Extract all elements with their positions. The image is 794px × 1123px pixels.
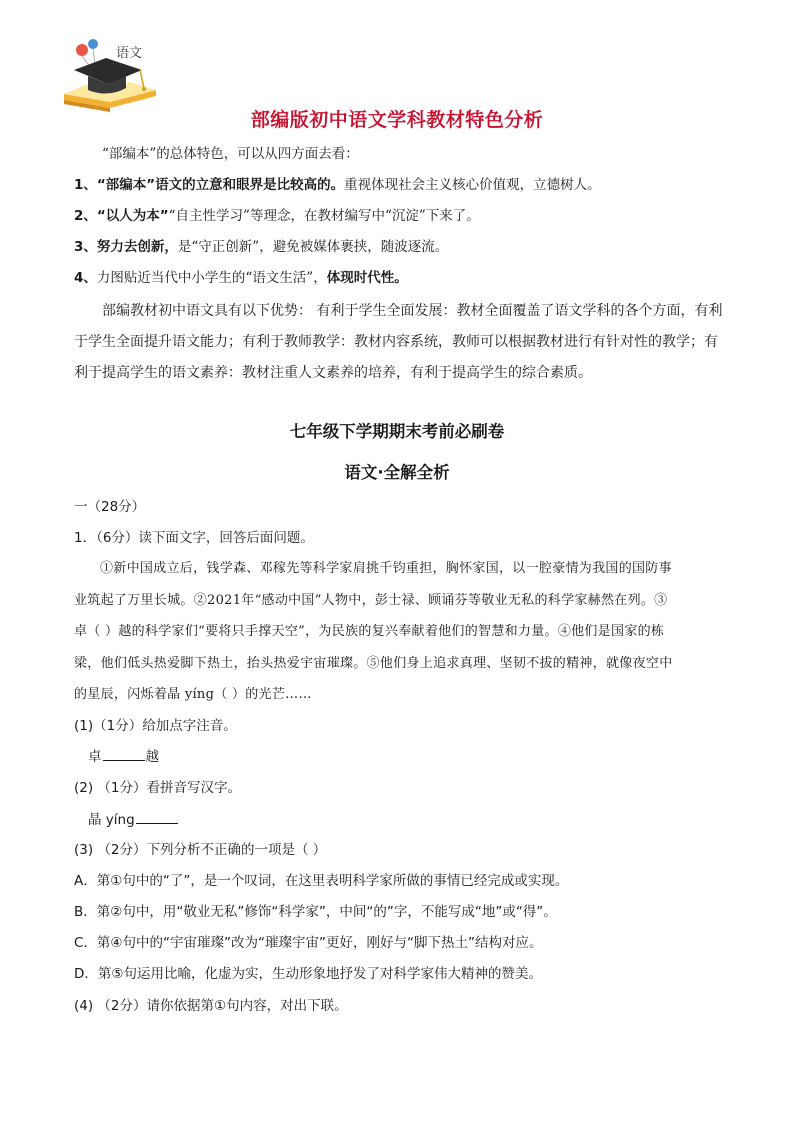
point-1 (74, 175, 601, 195)
sub-question-3: (3) （2分）下列分析不正确的一项是（ ） (74, 842, 327, 858)
point-text: “自主性学习”等理念，在教材编写中“沉淀”下来了。 (168, 208, 480, 224)
exam-title: 七年级下学期期末考前必刷卷 (289, 422, 505, 441)
page-title: 部编版初中语文学科教材特色分析 (250, 109, 544, 131)
point-text: 是“守正创新”，避免被媒体裹挟，随波逐流。 (177, 239, 449, 255)
answer-suffix: 越 (145, 749, 159, 765)
option-a: A．第①句中的“了”，是一个叹词，在这里表明科学家所做的事情已经完成或实现。 (74, 873, 569, 889)
sub-question-2: (2) （1分）看拼音写汉字。 (74, 780, 242, 796)
logo-text: 语文 (116, 46, 143, 61)
option-c: C．第④句中的“宇宙璀璨”改为“璀璨宇宙”更好，刚好与“脚下热土”结构对应。 (74, 935, 543, 951)
intro-line: “部编本”的总体特色，可以从四方面去看： (102, 146, 359, 162)
sub-question-1: (1)（1分）给加点字注音。 (74, 718, 237, 734)
sub-question-2-answer (88, 809, 179, 830)
point-text: 力图贴近当代中小学生的“语文生活”， (96, 270, 327, 286)
point-bold: “以人为本” (96, 208, 169, 224)
advantages-paragraph: 部编教材初中语文具有以下优势： 有利于学生全面发展：教材全面覆盖了语文学科的各个方面，有利于学生全面提升语文能力；有利于教师教学：教材内容系统，教师可以根据教材进行有针对性的教学；有利于提高学生的语文素养：教材注重人文素养的培养，有利于提高学生的综合素质。 (74, 303, 723, 381)
point-4 (74, 268, 408, 288)
point-text: 重视体现社会主义核心价值观，立德树人。 (344, 177, 601, 193)
sub-question-4: (4) （2分）请你依据第①句内容，对出下联。 (74, 998, 348, 1014)
reading-passage: ①新中国成立后，钱学森、邓稼先等科学家肩挑千钧重担，胸怀家国，以一腔豪情为我国的国防事业筑起了万里长城。②2021年“感动中国”人物中，彭士禄、顾诵芬等敬业无私的科学家赫然在列。③卓（ ）越的科学家们“要将只手撑天空”，为民族的复兴奉献着他们的智慧和力量。④他们是国家的栋梁，他们低头热爱脚下热土，抬头热爱宇宙璀璨。⑤他们身上追求真理、坚韧不拔的精神，就像夜空中的星辰，闪烁着晶 yíng（ ）的光芒…… (74, 561, 673, 702)
sub-question-1-answer (88, 746, 159, 767)
point-number: 3、 (74, 239, 97, 255)
answer-prefix: 晶 yíng (88, 812, 135, 828)
question-1: 1．（6分）读下面文字，回答后面问题。 (74, 530, 314, 546)
section-heading: 一（28分） (74, 499, 146, 515)
option-b: B．第②句中，用“敬业无私”修饰“科学家”，中间“的”字，不能写成“地”或“得”。 (74, 904, 557, 920)
point-3 (74, 237, 448, 257)
point-number: 1、 (74, 177, 97, 193)
exam-subtitle: 语文·全解全析 (344, 463, 450, 482)
point-2 (74, 206, 480, 226)
answer-prefix: 卓 (88, 749, 102, 765)
answer-blank[interactable] (103, 746, 145, 761)
point-bold: “部编本”语文的立意和眼界是比较高的。 (96, 177, 345, 193)
point-bold: 努力去创新， (96, 239, 178, 255)
option-d: D．第⑤句运用比喻，化虚为实，生动形象地抒发了对科学家伟大精神的赞美。 (74, 966, 542, 982)
graduation-cap-on-book-icon (60, 36, 160, 114)
answer-blank[interactable] (136, 809, 178, 824)
point-number: 4、 (74, 270, 97, 286)
point-number: 2、 (74, 208, 97, 224)
point-tail: 体现时代性。 (326, 270, 408, 286)
